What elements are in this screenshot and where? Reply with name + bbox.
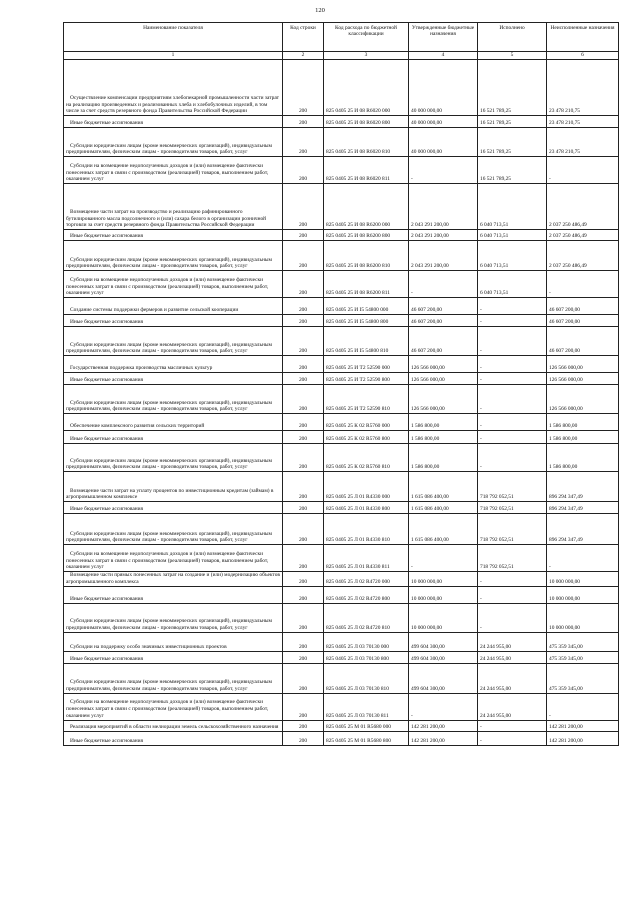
indicator-name-text: Иные бюджетные ассигнования bbox=[70, 233, 143, 240]
indicator-name-text: Возмещение части прямых понесенных затрат на создание и (или) модернизацию объектов агропромышленного комплекса bbox=[66, 572, 280, 585]
line-code-cell: 200 bbox=[283, 157, 324, 184]
unexecuted-amount-cell: 10 000 000,00 bbox=[547, 572, 619, 587]
line-code-cell: 200 bbox=[283, 502, 324, 514]
line-code-cell: 200 bbox=[283, 545, 324, 572]
indicator-name-text: Субсидии юридическим лицам (кроме некоммерческих организаций), индивидуальным предпринимателям, физическим лицам - производителям товаров, работ, услуг bbox=[66, 256, 272, 270]
budget-code-cell: 825 0405 25 М 01 R5680 800 bbox=[324, 731, 409, 745]
indicator-name-cell bbox=[64, 586, 283, 603]
executed-amount-cell: - bbox=[478, 315, 547, 327]
unexecuted-amount-cell: 1 586 800,00 bbox=[547, 444, 619, 472]
executed-amount-cell: 16 521 789,25 bbox=[478, 128, 547, 157]
approved-amount-cell: 1 615 086 400,00 bbox=[409, 472, 478, 502]
executed-amount-cell: - bbox=[478, 431, 547, 444]
header-budget-code: Код расхода по бюджетной классификации bbox=[324, 23, 409, 52]
budget-code-cell: 825 0405 25 И 08 R6020 800 bbox=[324, 116, 409, 128]
page-number: 120 bbox=[315, 7, 325, 14]
approved-amount-cell: 2 043 291 200,00 bbox=[409, 241, 478, 271]
executed-amount-cell: 718 792 052,51 bbox=[478, 472, 547, 502]
table-row bbox=[64, 230, 619, 241]
column-number-row bbox=[64, 52, 619, 60]
indicator-name-text: Иные бюджетные ассигнования bbox=[70, 436, 143, 443]
table-row bbox=[64, 693, 619, 720]
indicator-name-text: Иные бюджетные ассигнования bbox=[70, 377, 143, 384]
column-number: 5 bbox=[478, 52, 547, 60]
table-header-row bbox=[64, 23, 619, 52]
table-row bbox=[64, 184, 619, 230]
table-row bbox=[64, 651, 619, 663]
line-code-cell: 200 bbox=[283, 603, 324, 632]
unexecuted-amount-cell: 126 566 000,00 bbox=[547, 356, 619, 373]
table-row bbox=[64, 116, 619, 128]
indicator-name-cell bbox=[64, 385, 283, 414]
column-number: 6 bbox=[547, 52, 619, 60]
table-body bbox=[64, 60, 619, 746]
budget-code-cell: 825 0405 25 К 02 R5760 810 bbox=[324, 444, 409, 472]
budget-code-cell: 825 0405 25 К 02 R5760 800 bbox=[324, 431, 409, 444]
indicator-name-text: Субсидии юридическим лицам (кроме некоммерческих организаций), индивидуальным предпринимателям, физическим лицам - производителям товаров, работ, услуг bbox=[66, 618, 272, 631]
unexecuted-amount-cell: 46 607 200,00 bbox=[547, 315, 619, 327]
line-code-cell: 200 bbox=[283, 663, 324, 693]
line-code-cell: 200 bbox=[283, 116, 324, 128]
unexecuted-amount-cell: 142 281 200,00 bbox=[547, 720, 619, 731]
unexecuted-amount-cell: 1 586 800,00 bbox=[547, 431, 619, 444]
unexecuted-amount-cell: 126 566 000,00 bbox=[547, 385, 619, 414]
executed-amount-cell: - bbox=[478, 586, 547, 603]
table-row bbox=[64, 385, 619, 414]
approved-amount-cell: 2 043 291 200,00 bbox=[409, 184, 478, 230]
budget-code-cell: 825 0405 25 Л 03 70130 800 bbox=[324, 651, 409, 663]
indicator-name-cell bbox=[64, 184, 283, 230]
unexecuted-amount-cell: 10 000 000,00 bbox=[547, 586, 619, 603]
indicator-name-text: Иные бюджетные ассигнования bbox=[70, 120, 143, 127]
executed-amount-cell: 6 040 713,51 bbox=[478, 184, 547, 230]
approved-amount-cell: 40 000 000,00 bbox=[409, 60, 478, 116]
approved-amount-cell: 46 607 200,00 bbox=[409, 315, 478, 327]
line-code-cell: 200 bbox=[283, 514, 324, 545]
indicator-name-cell bbox=[64, 693, 283, 720]
indicator-name-cell bbox=[64, 431, 283, 444]
table-row bbox=[64, 327, 619, 356]
approved-amount-cell: 126 566 000,00 bbox=[409, 385, 478, 414]
budget-code-cell: 825 0405 25 И T2 52590 000 bbox=[324, 356, 409, 373]
budget-code-cell: 825 0405 25 И T2 52590 800 bbox=[324, 373, 409, 385]
unexecuted-amount-cell: - bbox=[547, 157, 619, 184]
approved-amount-cell: 1 586 800,00 bbox=[409, 431, 478, 444]
unexecuted-amount-cell: - bbox=[547, 271, 619, 298]
indicator-name-text: Субсидии на возмещение недополученных доходов и (или) возмещение фактически понесенных затрат в связи с производством (реализацией) товаров, выполнением работ, оказанием услуг bbox=[66, 699, 269, 719]
indicator-name-cell bbox=[64, 157, 283, 184]
approved-amount-cell: 499 604 300,00 bbox=[409, 632, 478, 651]
table-row bbox=[64, 298, 619, 315]
indicator-name-cell bbox=[64, 514, 283, 545]
unexecuted-amount-cell: 10 000 000,00 bbox=[547, 603, 619, 632]
table-row bbox=[64, 414, 619, 431]
line-code-cell: 200 bbox=[283, 472, 324, 502]
unexecuted-amount-cell: 126 566 000,00 bbox=[547, 373, 619, 385]
executed-amount-cell: - bbox=[478, 444, 547, 472]
indicator-name-text: Иные бюджетные ассигнования bbox=[70, 319, 143, 326]
unexecuted-amount-cell: 475 359 345,00 bbox=[547, 651, 619, 663]
unexecuted-amount-cell: - bbox=[547, 545, 619, 572]
table-row bbox=[64, 315, 619, 327]
table-row bbox=[64, 271, 619, 298]
budget-code-cell: 825 0405 25 И 08 R6020 810 bbox=[324, 128, 409, 157]
line-code-cell: 200 bbox=[283, 731, 324, 745]
approved-amount-cell: 46 607 200,00 bbox=[409, 327, 478, 356]
unexecuted-amount-cell: 896 294 347,49 bbox=[547, 472, 619, 502]
unexecuted-amount-cell: 1 586 800,00 bbox=[547, 414, 619, 431]
budget-code-cell: 825 0405 25 Л 01 R4330 810 bbox=[324, 514, 409, 545]
column-number: 2 bbox=[283, 52, 324, 60]
budget-code-cell: 825 0405 25 И I5 54800 810 bbox=[324, 327, 409, 356]
budget-code-cell: 825 0405 25 Л 01 R4330 800 bbox=[324, 502, 409, 514]
budget-code-cell: 825 0405 25 И 08 R6020 811 bbox=[324, 157, 409, 184]
unexecuted-amount-cell: 896 294 347,49 bbox=[547, 514, 619, 545]
executed-amount-cell: 24 244 955,00 bbox=[478, 632, 547, 651]
indicator-name-cell bbox=[64, 315, 283, 327]
indicator-name-cell bbox=[64, 327, 283, 356]
approved-amount-cell: 40 000 000,00 bbox=[409, 116, 478, 128]
column-number: 1 bbox=[64, 52, 283, 60]
executed-amount-cell: 718 792 052,51 bbox=[478, 514, 547, 545]
indicator-name-text: Субсидии юридическим лицам (кроме некоммерческих организаций), индивидуальным предпринимателям, физическим лицам - производителям товаров, работ, услуг bbox=[66, 341, 272, 355]
line-code-cell: 200 bbox=[283, 651, 324, 663]
indicator-name-text: Государственная поддержка производства масличных культур bbox=[70, 365, 213, 372]
indicator-name-text: Субсидии на возмещение недополученных доходов и (или) возмещение фактически понесенных затрат в связи с производством (реализацией) товаров, выполнением работ, оказанием услуг bbox=[66, 550, 269, 571]
approved-amount-cell: 499 604 300,00 bbox=[409, 651, 478, 663]
table-row bbox=[64, 157, 619, 184]
indicator-name-text: Субсидии на поддержку особо значимых инвестиционных проектов bbox=[70, 643, 227, 650]
indicator-name-cell bbox=[64, 731, 283, 745]
line-code-cell: 200 bbox=[283, 632, 324, 651]
executed-amount-cell: 718 792 052,51 bbox=[478, 502, 547, 514]
unexecuted-amount-cell: 2 037 250 486,49 bbox=[547, 241, 619, 271]
header-line-code: Код строки bbox=[283, 23, 324, 52]
approved-amount-cell: 46 607 200,00 bbox=[409, 298, 478, 315]
indicator-name-cell bbox=[64, 545, 283, 572]
indicator-name-text: Субсидии юридическим лицам (кроме некоммерческих организаций), индивидуальным предпринимателям, физическим лицам - производителям товаров, работ, услуг bbox=[66, 399, 272, 413]
indicator-name-text: Субсидии юридическим лицам (кроме некоммерческих организаций), индивидуальным предпринимателям, физическим лицам - производителям товаров, работ, услуг bbox=[66, 142, 272, 156]
approved-amount-cell: 499 604 300,00 bbox=[409, 663, 478, 693]
table-row bbox=[64, 502, 619, 514]
line-code-cell: 200 bbox=[283, 128, 324, 157]
approved-amount-cell: 10 000 000,00 bbox=[409, 603, 478, 632]
approved-amount-cell: - bbox=[409, 157, 478, 184]
indicator-name-cell bbox=[64, 271, 283, 298]
unexecuted-amount-cell: 142 281 200,00 bbox=[547, 731, 619, 745]
approved-amount-cell: - bbox=[409, 271, 478, 298]
budget-code-cell: 825 0405 25 Л 01 R4330 811 bbox=[324, 545, 409, 572]
line-code-cell: 200 bbox=[283, 230, 324, 241]
unexecuted-amount-cell: 2 037 250 486,49 bbox=[547, 184, 619, 230]
line-code-cell: 200 bbox=[283, 431, 324, 444]
budget-code-cell: 825 0405 25 И 08 R6200 810 bbox=[324, 241, 409, 271]
approved-amount-cell: 2 043 291 200,00 bbox=[409, 230, 478, 241]
executed-amount-cell: 6 040 713,51 bbox=[478, 230, 547, 241]
budget-code-cell: 825 0405 25 И 08 R6200 800 bbox=[324, 230, 409, 241]
approved-amount-cell: 40 000 000,00 bbox=[409, 128, 478, 157]
line-code-cell: 200 bbox=[283, 298, 324, 315]
indicator-name-text: Создание системы поддержки фермеров и развитие сельской кооперации bbox=[70, 307, 239, 314]
approved-amount-cell: 142 281 200,00 bbox=[409, 720, 478, 731]
unexecuted-amount-cell: 23 478 210,75 bbox=[547, 116, 619, 128]
table-row bbox=[64, 60, 619, 116]
approved-amount-cell: 1 615 086 400,00 bbox=[409, 514, 478, 545]
approved-amount-cell: 126 566 000,00 bbox=[409, 356, 478, 373]
indicator-name-cell bbox=[64, 230, 283, 241]
executed-amount-cell: 6 040 713,51 bbox=[478, 241, 547, 271]
unexecuted-amount-cell: 475 359 345,00 bbox=[547, 663, 619, 693]
line-code-cell: 200 bbox=[283, 327, 324, 356]
budget-code-cell: 825 0405 25 Л 02 R4720 000 bbox=[324, 572, 409, 587]
executed-amount-cell: - bbox=[478, 603, 547, 632]
executed-amount-cell: - bbox=[478, 385, 547, 414]
budget-code-cell: 825 0405 25 И T2 52590 810 bbox=[324, 385, 409, 414]
table-row bbox=[64, 472, 619, 502]
indicator-name-text: Возмещение части затрат на уплату процентов по инвестиционным кредитам (займам) в агропромышленном комплексе bbox=[66, 487, 274, 501]
table-row bbox=[64, 514, 619, 545]
indicator-name-text: Иные бюджетные ассигнования bbox=[70, 506, 143, 513]
approved-amount-cell: 1 615 086 400,00 bbox=[409, 502, 478, 514]
line-code-cell: 200 bbox=[283, 184, 324, 230]
indicator-name-cell bbox=[64, 128, 283, 157]
table-row bbox=[64, 241, 619, 271]
indicator-name-text: Осуществление компенсации предприятиям хлебопекарной промышленности части затрат на реализацию произведенных и реализованных хлеба и хлебобулочных изделий, в том числе за счет средств резервного фонда Правительства Российской Федерации bbox=[66, 94, 279, 115]
approved-amount-cell: 10 000 000,00 bbox=[409, 572, 478, 587]
table-row bbox=[64, 731, 619, 745]
unexecuted-amount-cell: 2 037 250 486,49 bbox=[547, 230, 619, 241]
executed-amount-cell: - bbox=[478, 298, 547, 315]
budget-code-cell: 825 0405 25 И 08 R6200 811 bbox=[324, 271, 409, 298]
indicator-name-cell bbox=[64, 373, 283, 385]
table-row bbox=[64, 572, 619, 587]
column-number: 4 bbox=[409, 52, 478, 60]
line-code-cell: 200 bbox=[283, 60, 324, 116]
indicator-name-text: Субсидии юридическим лицам (кроме некоммерческих организаций), индивидуальным предпринимателям, физическим лицам - производителям товаров, работ, услуг bbox=[66, 530, 272, 544]
indicator-name-text: Реализация мероприятий в области мелиорации земель сельскохозяйственного назначения bbox=[70, 723, 279, 730]
table-row bbox=[64, 431, 619, 444]
indicator-name-cell bbox=[64, 472, 283, 502]
unexecuted-amount-cell: - bbox=[547, 693, 619, 720]
budget-code-cell: 825 0405 25 Л 02 R4720 800 bbox=[324, 586, 409, 603]
executed-amount-cell: 718 792 052,51 bbox=[478, 545, 547, 572]
indicator-name-cell bbox=[64, 60, 283, 116]
budget-code-cell: 825 0405 25 И I5 54800 800 bbox=[324, 315, 409, 327]
executed-amount-cell: 24 244 955,00 bbox=[478, 693, 547, 720]
executed-amount-cell: - bbox=[478, 720, 547, 731]
line-code-cell: 200 bbox=[283, 720, 324, 731]
indicator-name-cell bbox=[64, 241, 283, 271]
indicator-name-text: Субсидии на возмещение недополученных доходов и (или) возмещение фактически понесенных затрат в связи с производством (реализацией) товаров, выполнением работ, оказанием услуг bbox=[66, 276, 269, 297]
indicator-name-cell bbox=[64, 663, 283, 693]
line-code-cell: 200 bbox=[283, 572, 324, 587]
indicator-name-cell bbox=[64, 651, 283, 663]
budget-code-cell: 825 0405 25 И 08 R6200 000 bbox=[324, 184, 409, 230]
indicator-name-cell bbox=[64, 356, 283, 373]
table-row bbox=[64, 444, 619, 472]
table-row bbox=[64, 545, 619, 572]
indicator-name-text: Возмещение части затрат на производство и реализацию рафинированного бутилированного масла подсолнечного и (или) сахара белого в организации розничной торговли за счет средств резервного фонда Правительства Российской Федерации bbox=[66, 208, 267, 229]
unexecuted-amount-cell: 896 294 347,49 bbox=[547, 502, 619, 514]
header-approved: Утвержденные бюджетные назначения bbox=[409, 23, 478, 52]
executed-amount-cell: - bbox=[478, 356, 547, 373]
indicator-name-text: Субсидии юридическим лицам (кроме некоммерческих организаций), индивидуальным предпринимателям, физическим лицам - производителям товаров, работ, услуг bbox=[66, 457, 272, 471]
indicator-name-cell bbox=[64, 603, 283, 632]
budget-code-cell: 825 0405 25 И 08 R6020 000 bbox=[324, 60, 409, 116]
table-row bbox=[64, 663, 619, 693]
budget-execution-table bbox=[63, 22, 619, 746]
executed-amount-cell: - bbox=[478, 731, 547, 745]
approved-amount-cell: 126 566 000,00 bbox=[409, 373, 478, 385]
indicator-name-cell bbox=[64, 444, 283, 472]
line-code-cell: 200 bbox=[283, 241, 324, 271]
header-unexecuted: Неисполненные назначения bbox=[547, 23, 619, 52]
indicator-name-cell bbox=[64, 298, 283, 315]
executed-amount-cell: 6 040 713,51 bbox=[478, 271, 547, 298]
line-code-cell: 200 bbox=[283, 356, 324, 373]
table-row bbox=[64, 720, 619, 731]
indicator-name-text: Иные бюджетные ассигнования bbox=[70, 655, 143, 662]
budget-code-cell: 825 0405 25 Л 03 70130 811 bbox=[324, 693, 409, 720]
unexecuted-amount-cell: 46 607 200,00 bbox=[547, 298, 619, 315]
line-code-cell: 200 bbox=[283, 271, 324, 298]
executed-amount-cell: 16 521 789,25 bbox=[478, 116, 547, 128]
executed-amount-cell: 24 244 955,00 bbox=[478, 651, 547, 663]
budget-code-cell: 825 0405 25 И I5 54800 000 bbox=[324, 298, 409, 315]
unexecuted-amount-cell: 23 478 210,75 bbox=[547, 128, 619, 157]
budget-code-cell: 825 0405 25 Л 02 R4720 810 bbox=[324, 603, 409, 632]
column-number: 3 bbox=[324, 52, 409, 60]
line-code-cell: 200 bbox=[283, 373, 324, 385]
indicator-name-cell bbox=[64, 502, 283, 514]
indicator-name-text: Субсидии юридическим лицам (кроме некоммерческих организаций), индивидуальным предпринимателям, физическим лицам - производителям товаров, работ, услуг bbox=[66, 679, 272, 692]
indicator-name-cell bbox=[64, 572, 283, 587]
indicator-name-cell bbox=[64, 632, 283, 651]
indicator-name-text: Субсидии на возмещение недополученных доходов и (или) возмещение фактически понесенных затрат в связи с производством (реализацией) товаров, выполнением работ, оказанием услуг bbox=[66, 162, 269, 183]
table-row bbox=[64, 586, 619, 603]
header-indicator-name: Наименование показателя bbox=[64, 23, 283, 52]
approved-amount-cell: - bbox=[409, 545, 478, 572]
line-code-cell: 200 bbox=[283, 444, 324, 472]
indicator-name-text: Иные бюджетные ассигнования bbox=[70, 737, 143, 744]
budget-code-cell: 825 0405 25 Л 03 70130 000 bbox=[324, 632, 409, 651]
approved-amount-cell: 142 281 200,00 bbox=[409, 731, 478, 745]
line-code-cell: 200 bbox=[283, 385, 324, 414]
approved-amount-cell: 1 586 800,00 bbox=[409, 444, 478, 472]
executed-amount-cell: 24 244 955,00 bbox=[478, 663, 547, 693]
indicator-name-cell bbox=[64, 720, 283, 731]
approved-amount-cell: - bbox=[409, 693, 478, 720]
executed-amount-cell: 16 521 789,25 bbox=[478, 60, 547, 116]
budget-code-cell: 825 0405 25 Л 01 R4330 000 bbox=[324, 472, 409, 502]
line-code-cell: 200 bbox=[283, 586, 324, 603]
budget-code-cell: 825 0405 25 К 02 R5760 000 bbox=[324, 414, 409, 431]
table-row bbox=[64, 356, 619, 373]
unexecuted-amount-cell: 475 359 345,00 bbox=[547, 632, 619, 651]
header-executed: Исполнено bbox=[478, 23, 547, 52]
unexecuted-amount-cell: 46 607 200,00 bbox=[547, 327, 619, 356]
approved-amount-cell: 10 000 000,00 bbox=[409, 586, 478, 603]
executed-amount-cell: 16 521 789,25 bbox=[478, 157, 547, 184]
executed-amount-cell: - bbox=[478, 414, 547, 431]
unexecuted-amount-cell: 23 478 210,75 bbox=[547, 60, 619, 116]
line-code-cell: 200 bbox=[283, 315, 324, 327]
line-code-cell: 200 bbox=[283, 414, 324, 431]
executed-amount-cell: - bbox=[478, 327, 547, 356]
budget-code-cell: 825 0405 25 М 01 R5680 000 bbox=[324, 720, 409, 731]
indicator-name-text: Иные бюджетные ассигнования bbox=[70, 595, 143, 602]
executed-amount-cell: - bbox=[478, 572, 547, 587]
table-row bbox=[64, 373, 619, 385]
budget-code-cell: 825 0405 25 Л 03 70130 810 bbox=[324, 663, 409, 693]
indicator-name-cell bbox=[64, 414, 283, 431]
table-row bbox=[64, 603, 619, 632]
line-code-cell: 200 bbox=[283, 693, 324, 720]
approved-amount-cell: 1 586 800,00 bbox=[409, 414, 478, 431]
indicator-name-cell bbox=[64, 116, 283, 128]
table-row bbox=[64, 632, 619, 651]
table-row bbox=[64, 128, 619, 157]
indicator-name-text: Обеспечение комплексного развития сельских территорий bbox=[70, 423, 205, 430]
executed-amount-cell: - bbox=[478, 373, 547, 385]
